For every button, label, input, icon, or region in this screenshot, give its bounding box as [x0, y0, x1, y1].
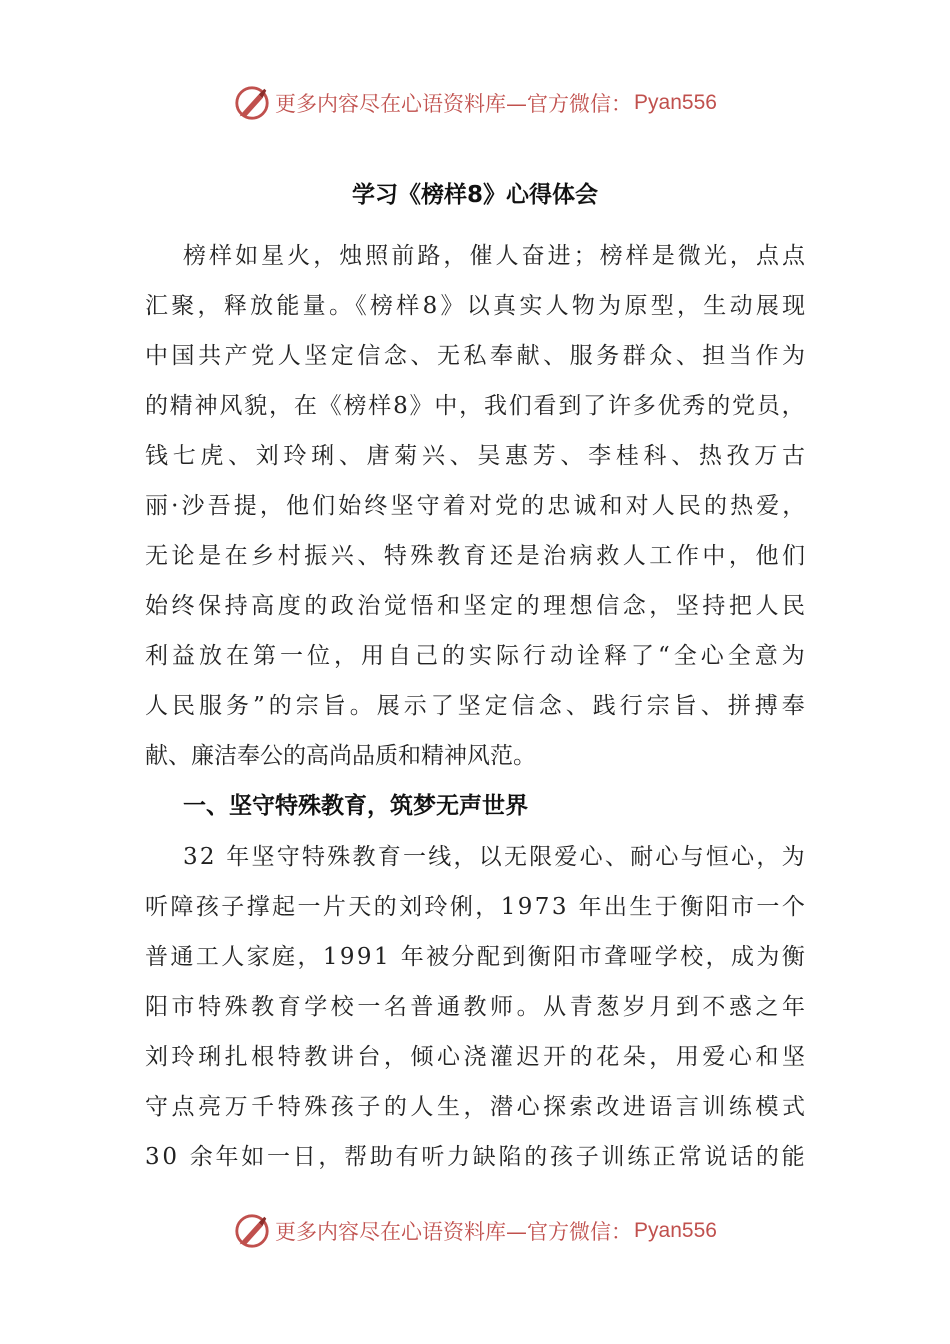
- paragraph-line: 始终保持高度的政治觉悟和坚定的理想信念，坚持把人民: [145, 593, 809, 619]
- paragraph-line: 人民服务”的宗旨。展示了坚定信念、践行宗旨、拼搏奉: [145, 693, 809, 719]
- footer-banner: [0, 1211, 950, 1251]
- paragraph-line: 榜样如星火，烛照前路，催人奋进；榜样是微光，点点: [183, 243, 809, 269]
- paragraph-line: 普通工人家庭，1991 年被分配到衡阳市聋哑学校，成为衡: [145, 944, 808, 970]
- paragraph-line: 听障孩子撑起一片天的刘玲俐，1973 年出生于衡阳市一个: [145, 894, 808, 920]
- paragraph-line: 献、廉洁奉公的高尚品质和精神风范。: [145, 743, 536, 769]
- banner-text-id: Pyan556: [634, 1219, 717, 1242]
- paragraph-line: 的精神风貌，在《榜样8》中，我们看到了许多优秀的党员，: [145, 393, 807, 419]
- section-heading: 一、坚守特殊教育，筑梦无声世界: [183, 793, 528, 819]
- paragraph-line: 利益放在第一位，用自己的实际行动诠释了“全心全意为: [145, 643, 809, 669]
- paragraph-line: 刘玲琍扎根特教讲台，倾心浇灌迟开的花朵，用爱心和坚: [145, 1044, 809, 1070]
- paragraph-line: 丽·沙吾提，他们始终坚守着对党的忠诚和对人民的热爱，: [145, 493, 809, 519]
- header-banner: [0, 83, 950, 123]
- paragraph-line: 汇聚，释放能量。《榜样8》以真实人物为原型，生动展现: [145, 293, 809, 319]
- banner-text-main: 更多内容尽在心语资料库: [275, 1220, 507, 1244]
- paragraph-line: 钱七虎、刘玲琍、唐菊兴、吴惠芳、李桂科、热孜万古: [145, 443, 810, 469]
- paragraph-line: 无论是在乡村振兴、特殊教育还是治病救人工作中，他们: [145, 543, 809, 569]
- paragraph-line: 32 年坚守特殊教育一线，以无限爱心、耐心与恒心，为: [183, 844, 807, 870]
- page-title: 学习《榜样8》心得体会: [351, 182, 598, 208]
- banner-text-main: 更多内容尽在心语资料库: [275, 92, 507, 116]
- paragraph-line: 中国共产党人坚定信念、无私奉献、服务群众、担当作为: [145, 343, 809, 369]
- banner-text-wechat: —官方微信：: [506, 1220, 633, 1244]
- pen-logo-icon: [233, 84, 271, 122]
- banner-text-wechat: —官方微信：: [506, 92, 633, 116]
- paragraph-line: 阳市特殊教育学校一名普通教师。从青葱岁月到不惑之年: [145, 994, 809, 1020]
- banner-text-id: Pyan556: [634, 91, 717, 114]
- paragraph-line: 30 余年如一日，帮助有听力缺陷的孩子训练正常说话的能: [145, 1144, 808, 1170]
- pen-logo-icon: [233, 1212, 271, 1250]
- paragraph-line: 守点亮万千特殊孩子的人生，潜心探索改进语言训练模式: [145, 1094, 809, 1120]
